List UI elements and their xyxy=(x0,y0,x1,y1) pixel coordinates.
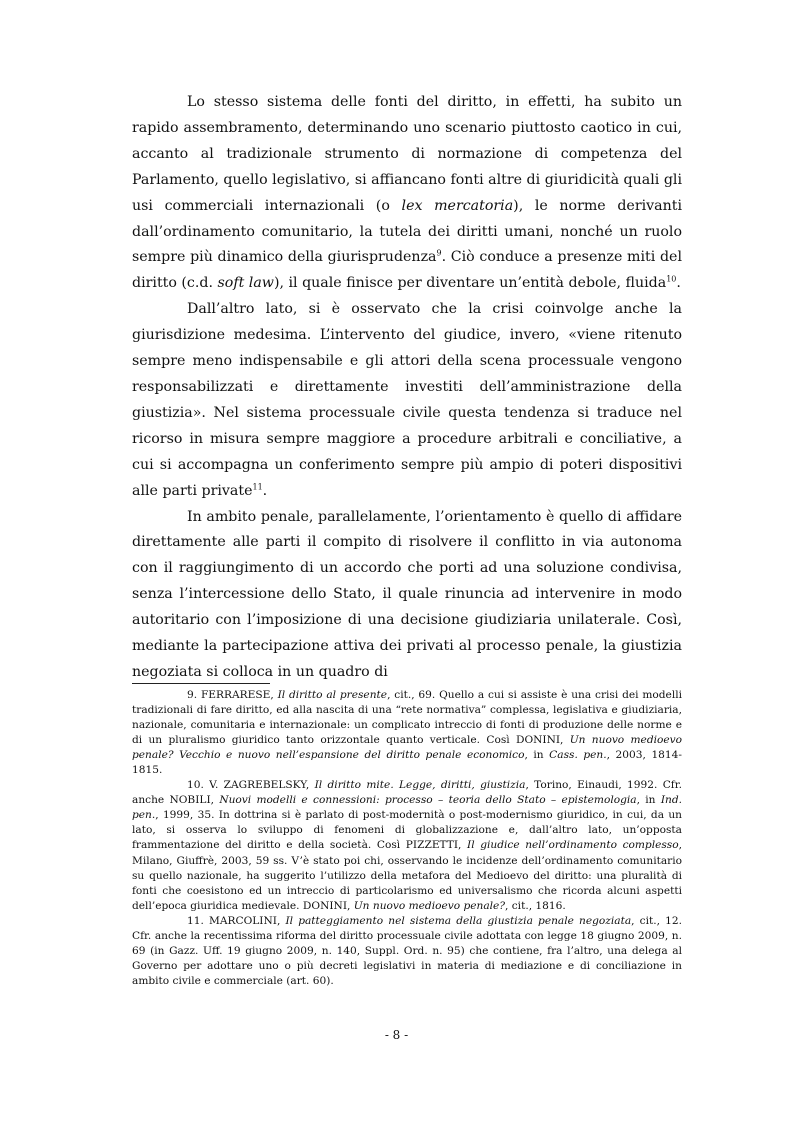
text-run: . Ciò conduce a presenze miti del diritto (c.d. xyxy=(132,249,682,292)
text-run: Dall’altro lato, si è osservato che la crisi coinvolge anche la giurisdizione medesima. L’intervento del giudice, invero, «viene ritenuto sempre meno indispensabile e gli attori della scena processuale vengono responsabilizzati e direttamente investiti dell’amministrazione della giustizia». Nel sistema processuale civile questa tendenza si traduce nel ricorso in misura sempre maggiore a procedure arbitrali e conciliative, a cui si accompagna un conferimento sempre più ampio di poteri dispositivi alle parti private xyxy=(132,301,682,499)
italic-text: Il patteggiamento nel sistema della giustizia penale negoziata xyxy=(285,914,632,927)
text-run: , in xyxy=(636,794,661,807)
text-run: ), le norme derivanti dall’ordinamento comunitario, la tutela dei diritti umani, nonché un ruolo sempre più dinamico della giurisprudenza xyxy=(132,197,682,266)
footnote-separator xyxy=(132,683,270,684)
text-run: , 1999, 35. In dottrina si è parlato di post-modernità o post-modernismo giuridico, in cui, da un lato, si osserva lo sviluppo di fenomeni di globalizzazione e, dall’altro lato, un’opposta frammentazione del diritto e della società. Così PIZZETTI, xyxy=(132,809,682,852)
italic-text: Ind. pen. xyxy=(132,794,682,822)
italic-text: Un nuovo medioevo penale? xyxy=(353,899,506,912)
text-run: 11. MARCOLINI, xyxy=(187,914,286,927)
footnote-ref: 9 xyxy=(436,248,442,258)
text-run: 9. FERRARESE, xyxy=(187,689,278,701)
footnote xyxy=(132,914,682,989)
footnote-ref: 10 xyxy=(666,274,677,284)
main-text xyxy=(132,90,682,686)
text-run: , 2003, 1814-1815. xyxy=(132,749,682,777)
text-run: , Torino, Einaudi, 1992. Cfr. anche NOBILI, xyxy=(132,779,682,807)
footnotes xyxy=(132,688,682,989)
text-run: , in xyxy=(524,749,550,762)
text-run: . xyxy=(676,275,681,292)
italic-text: Cass. pen. xyxy=(549,749,607,762)
page-number: - 8 - xyxy=(384,1028,409,1042)
footnote xyxy=(132,778,682,913)
body-paragraph xyxy=(132,297,682,504)
italic-text: Il giudice nell’ordinamento complesso xyxy=(467,839,679,852)
text-run: In ambito penale, parallelamente, l’orientamento è quello di affidare direttamente alle parti il compito di risolvere il conflitto in via autonoma con il raggiungimento di un accordo che porti ad una soluzione condivisa, senza l’intercessione dello Stato, il quale rinuncia ad intervenire in modo autoritario con l’imposizione di una decisione giudiziaria unilaterale. Così, mediante la partecipazione attiva dei privati al processo penale, la giustizia negoziata si colloca in un quadro di xyxy=(132,508,682,680)
italic-text: lex mercatoria xyxy=(401,197,514,214)
body-paragraph xyxy=(132,505,682,686)
body-paragraph xyxy=(132,90,682,297)
italic-text: soft law xyxy=(217,275,274,292)
italic-text: Un nuovo medioevo penale? Vecchio e nuovo nell’espansione del diritto penale economico xyxy=(132,734,682,762)
text-run: , cit., 1816. xyxy=(505,899,566,912)
text-run: , cit., 69. Quello a cui si assiste è una crisi dei modelli tradizionali di fare diritto, ed alla nascita di una “rete normativa” complessa, legislativa e giudiziaria, nazionale, comunitaria e internazionale: un complicato intreccio di fonti di produzione delle norme e di un pluralismo giuridico tanto orizzontale quanto verticale. Così DONINI, xyxy=(132,689,682,747)
italic-text: Il diritto al presente xyxy=(277,689,388,701)
text-run: ), il quale finisce per diventare un’entità debole, fluida xyxy=(273,275,667,292)
text-run: Lo stesso sistema delle fonti del diritto, in effetti, ha subito un rapido assembramento, determinando uno scenario piuttosto caotico in cui, accanto al tradizionale strumento di normazione di competenza del Parlamento, quello legislativo, si affiancano fonti altre di giuridicità quali gli usi commerciali internazionali (o xyxy=(132,94,682,214)
italic-text: Nuovi modelli e connessioni: processo – teoria dello Stato – epistemologia xyxy=(219,794,637,807)
text-run: , cit., 12. Cfr. anche la recentissima riforma del diritto processuale civile adottata con legge 18 giugno 2009, n. 69 (in Gazz. Uff. 19 giugno 2009, n. 140, Suppl. Ord. n. 95) che contiene, fra l’altro, una delega al Governo per adottare uno o più decreti legislativi in materia di mediazione e di conciliazione in ambito civile e commerciale (art. 60). xyxy=(132,914,682,987)
text-run: 10. V. ZAGREBELSKY, xyxy=(187,779,315,792)
text-run: , Milano, Giuffrè, 2003, 59 ss. V’è stato poi chi, osservando le incidenze dell’ordinamento comunitario su quello nazionale, ha suggerito l’utilizzo della metafora del Medioevo del diritto: una pluralità di fonti che coesistono ed un intreccio di particolarismo ed universalismo che ricorda alcuni aspetti dell’epoca giuridica medievale. DONINI, xyxy=(132,839,682,912)
text-run: . xyxy=(262,482,268,499)
footnote xyxy=(132,688,682,778)
footnote-ref: 11 xyxy=(252,481,263,491)
italic-text: Il diritto mite. Legge, diritti, giustizia xyxy=(314,779,526,792)
